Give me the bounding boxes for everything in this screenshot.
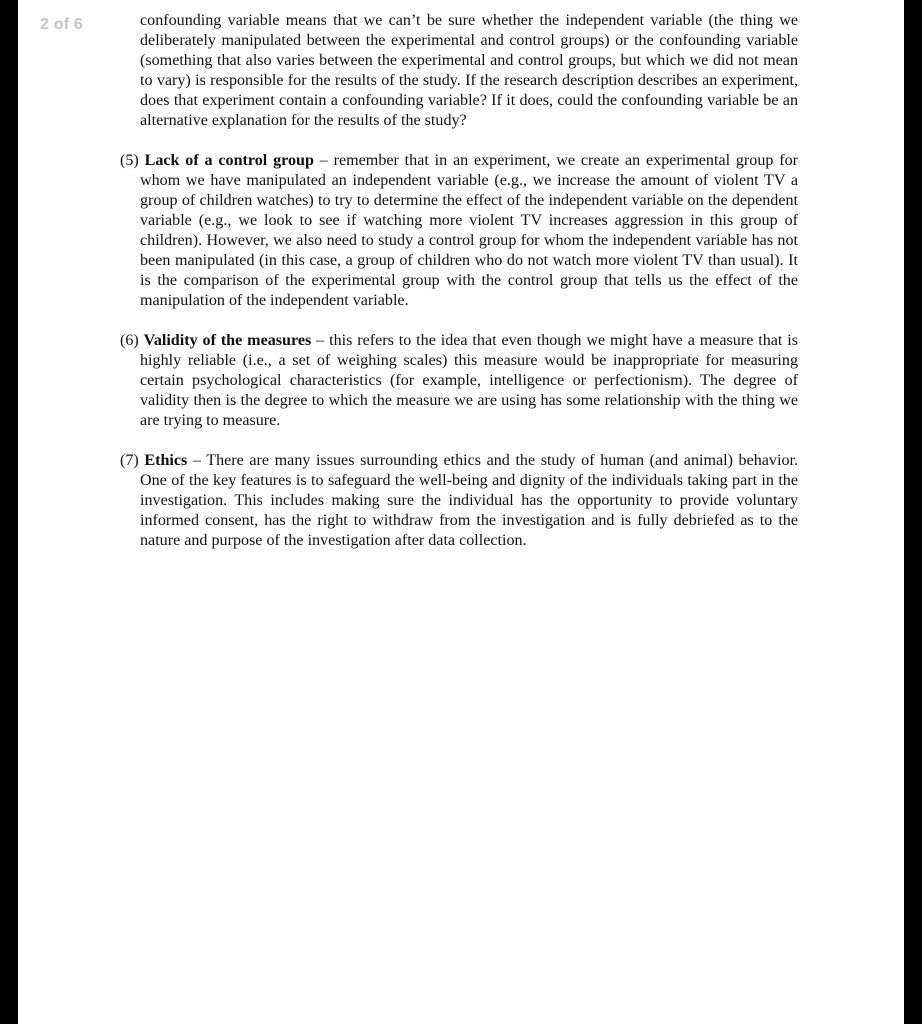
item-body: – this refers to the idea that even though we might have a measure that is highly reliable (i.e., a set of weighing scales) this measure would be inappropriate for measuring certain psychological characteristics (for example, intelligence or perfectionism). The degree of validity then is the degree to which the measure we are using has some relationship with the thing we are trying to measure. (140, 332, 799, 429)
list-item-validity-of-measures (120, 331, 799, 431)
list-item-lack-of-control-group (120, 151, 799, 311)
item-body: – remember that in an experiment, we create an experimental group for whom we have manipulated an independent variable (e.g., we increase the amount of violent TV a group of children watches) to try to determine the effect of the independent variable on the dependent variable (e.g., we look to see if watching more violent TV increases aggression in this group of children). However, we also need to study a control group for whom the independent variable has not been manipulated (in this case, a group of children who do not watch more violent TV than usual). It is the comparison of the experimental group with the control group that tells us the effect of the manipulation of the independent variable. (140, 152, 799, 309)
item-body: – There are many issues surrounding ethics and the study of human (and animal) behavior. One of the key features is to safeguard the well-being and dignity of the individuals taking part in the investigation. This includes making sure the individual has the opportunity to provide voluntary informed consent, has the right to withdraw from the investigation and is fully debriefed as to the nature and purpose of the investigation after data collection. (140, 452, 798, 549)
item-title: Ethics (144, 452, 188, 469)
continuation-paragraph: confounding variable means that we can’t be sure whether the independent variable (the thing we deliberately manipulated between the experimental and control groups) or the confounding variable (something that also varies between the experimental and control groups, but which we did not mean to vary) is responsible for the results of the study. If the research description describes an experiment, does that experiment contain a confounding variable? If it does, could the confounding variable be an alternative explanation for the results of the study? (140, 12, 798, 129)
item-title: Lack of a control group (144, 152, 314, 169)
item-number: (6) (120, 332, 139, 349)
item-title: Validity of the measures (143, 332, 312, 349)
page-content (120, 11, 798, 571)
item-number: (5) (120, 152, 139, 169)
page-indicator: 2 of 6 (40, 16, 83, 33)
list-item-ethics (120, 451, 798, 551)
item-number: (7) (120, 452, 139, 469)
document-page[interactable] (18, 0, 904, 1024)
